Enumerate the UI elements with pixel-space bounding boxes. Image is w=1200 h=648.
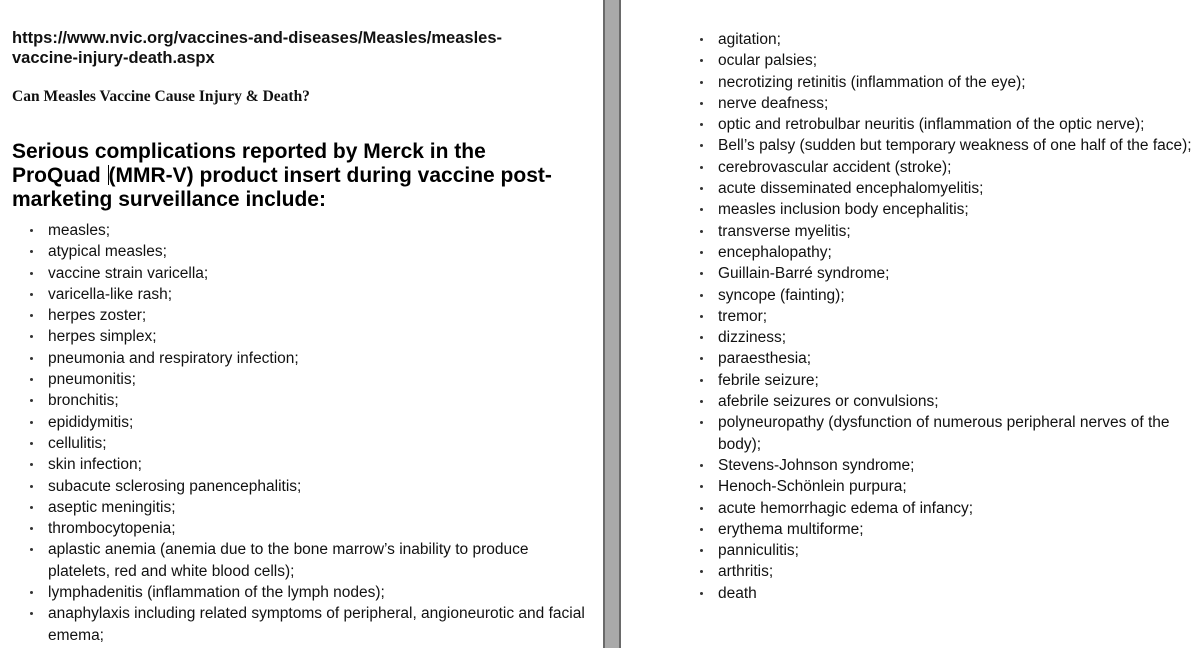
list-item-text: optic and retrobulbar neuritis (inflammation of the optic nerve);	[718, 116, 1145, 134]
bullet-icon	[700, 315, 703, 318]
bullet-icon	[700, 570, 703, 573]
list-item	[28, 390, 588, 411]
list-item-text: polyneuropathy (dysfunction of numerous peripheral nerves of the body);	[718, 414, 1170, 453]
bullet-icon	[30, 527, 33, 530]
list-item	[698, 455, 1198, 476]
list-item	[28, 476, 588, 497]
list-item	[28, 539, 588, 582]
list-item-text: dizziness;	[718, 329, 787, 347]
list-item-text: febrile seizure;	[718, 371, 819, 389]
list-item-text: bronchitis;	[48, 392, 119, 410]
bullet-icon	[30, 229, 33, 232]
complications-list-left	[28, 220, 588, 646]
bullet-icon	[700, 357, 703, 360]
list-item	[698, 178, 1198, 199]
list-item-text: herpes zoster;	[48, 307, 147, 325]
bullet-icon	[30, 485, 33, 488]
list-item	[28, 433, 588, 454]
bullet-icon	[700, 336, 703, 339]
list-item	[698, 583, 1198, 604]
list-item	[698, 263, 1198, 284]
bullet-icon	[700, 400, 703, 403]
list-item-text: ocular palsies;	[718, 52, 818, 70]
list-item-text: death	[718, 584, 757, 602]
list-item-text: panniculitis;	[718, 542, 799, 560]
list-item	[698, 327, 1198, 348]
bullet-icon	[700, 102, 703, 105]
list-item-text: erythema multiforme;	[718, 520, 864, 538]
list-item-text: pneumonia and respiratory infection;	[48, 349, 299, 367]
list-item-text: agitation;	[718, 31, 781, 48]
list-item	[28, 241, 588, 262]
bullet-icon	[700, 144, 703, 147]
bullet-icon	[30, 399, 33, 402]
list-item-text: transverse myelitis;	[718, 222, 851, 240]
bullet-icon	[700, 251, 703, 254]
list-item	[698, 221, 1198, 242]
bullet-icon	[700, 187, 703, 190]
list-item	[28, 263, 588, 284]
list-item	[28, 326, 588, 347]
list-item-text: atypical measles;	[48, 243, 167, 261]
bullet-icon	[700, 272, 703, 275]
list-item-text: cerebrovascular accident (stroke);	[718, 158, 952, 176]
list-item-text: arthritis;	[718, 563, 774, 581]
bullet-icon	[700, 549, 703, 552]
bullet-icon	[700, 421, 703, 424]
bullet-icon	[30, 357, 33, 360]
article-subheading: Can Measles Vaccine Cause Injury & Death?	[12, 88, 310, 105]
list-item	[698, 370, 1198, 391]
list-item-text: Bell’s palsy (sudden but temporary weakness of one half of the face);	[718, 137, 1192, 155]
list-item-text: subacute sclerosing panencephalitis;	[48, 477, 302, 495]
list-item-text: measles inclusion body encephalitis;	[718, 201, 969, 219]
list-item	[698, 306, 1198, 327]
bullet-icon	[30, 335, 33, 338]
complications-list-right	[698, 29, 1198, 604]
bullet-icon	[30, 442, 33, 445]
list-item-text: epididymitis;	[48, 413, 134, 431]
list-item	[698, 135, 1198, 156]
bullet-icon	[700, 81, 703, 84]
list-item	[698, 561, 1198, 582]
section-heading	[12, 140, 552, 212]
heading-text-part-2: (MMR-V) product insert during vaccine post-marketing surveillance include:	[12, 164, 552, 211]
source-url: https://www.nvic.org/vaccines-and-diseases/Measles/measles-vaccine-injury-death.aspx	[12, 29, 503, 67]
list-item	[698, 72, 1198, 93]
list-item	[28, 348, 588, 369]
list-item	[698, 519, 1198, 540]
bullet-icon	[700, 379, 703, 382]
list-item	[698, 114, 1198, 135]
bullet-icon	[700, 123, 703, 126]
list-item-text: thrombocytopenia;	[48, 520, 176, 538]
bullet-icon	[700, 592, 703, 595]
bullet-icon	[700, 38, 703, 41]
list-item	[28, 454, 588, 475]
list-item	[28, 305, 588, 326]
list-item-text: syncope (fainting);	[718, 286, 845, 304]
list-item-text: cellulitis;	[48, 434, 107, 452]
list-item-text: afebrile seizures or convulsions;	[718, 393, 939, 411]
list-item-text: nerve deafness;	[718, 94, 829, 112]
bullet-icon	[30, 378, 33, 381]
list-item-text: Stevens-Johnson syndrome;	[718, 456, 915, 474]
list-item	[698, 412, 1198, 455]
bullet-icon	[30, 314, 33, 317]
list-item-text: vaccine strain varicella;	[48, 264, 209, 282]
bullet-icon	[700, 464, 703, 467]
bullet-icon	[30, 463, 33, 466]
list-item	[698, 285, 1198, 306]
list-item-text: skin infection;	[48, 456, 142, 474]
list-item	[698, 391, 1198, 412]
list-item-text: paraesthesia;	[718, 350, 812, 368]
list-item-text: varicella-like rash;	[48, 285, 173, 303]
list-item	[28, 518, 588, 539]
list-item	[698, 50, 1198, 71]
list-item	[698, 348, 1198, 369]
list-item-text: Henoch-Schönlein purpura;	[718, 478, 907, 496]
list-item-text: lymphadenitis (inflammation of the lymph nodes);	[48, 584, 385, 602]
list-item-text: acute hemorrhagic edema of infancy;	[718, 499, 974, 517]
list-item-text: aplastic anemia (anemia due to the bone marrow’s inability to produce platelets, red and white blood cells);	[48, 541, 529, 580]
bullet-icon	[30, 591, 33, 594]
bullet-icon	[30, 548, 33, 551]
bullet-icon	[30, 506, 33, 509]
list-item	[698, 242, 1198, 263]
bullet-icon	[30, 612, 33, 615]
list-item	[28, 582, 588, 603]
bullet-icon	[700, 166, 703, 169]
list-item	[28, 497, 588, 518]
list-item	[698, 476, 1198, 497]
bullet-icon	[30, 293, 33, 296]
bullet-icon	[700, 528, 703, 531]
bullet-icon	[30, 250, 33, 253]
bullet-icon	[700, 230, 703, 233]
list-item	[28, 220, 588, 241]
document-page-right	[621, 0, 1200, 648]
list-item-text: anaphylaxis including related symptoms of peripheral, angioneurotic and facial emema;	[48, 605, 585, 644]
bullet-icon	[30, 272, 33, 275]
list-item	[698, 199, 1198, 220]
bullet-icon	[700, 294, 703, 297]
list-item-text: herpes simplex;	[48, 328, 157, 346]
list-item-text: acute disseminated encephalomyelitis;	[718, 180, 984, 198]
list-item	[698, 29, 1198, 50]
list-item	[698, 157, 1198, 178]
bullet-icon	[700, 59, 703, 62]
list-item	[28, 284, 588, 305]
list-item	[28, 603, 588, 646]
list-item-text: necrotizing retinitis (inflammation of the eye);	[718, 73, 1026, 91]
list-item-text: encephalopathy;	[718, 243, 832, 261]
page-gutter	[603, 0, 621, 648]
heading-text-part-1: Serious complications reported by Merck in the ProQuad	[12, 140, 486, 187]
bullet-icon	[30, 421, 33, 424]
list-item-text: Guillain-Barré syndrome;	[718, 265, 890, 283]
bullet-icon	[700, 507, 703, 510]
list-item	[28, 369, 588, 390]
list-item-text: aseptic meningitis;	[48, 498, 176, 516]
list-item	[28, 412, 588, 433]
bullet-icon	[700, 208, 703, 211]
list-item	[698, 540, 1198, 561]
bullet-icon	[700, 485, 703, 488]
list-item-text: measles;	[48, 222, 111, 239]
list-item-text: pneumonitis;	[48, 371, 136, 389]
list-item-text: tremor;	[718, 307, 768, 325]
list-item	[698, 93, 1198, 114]
list-item	[698, 498, 1198, 519]
